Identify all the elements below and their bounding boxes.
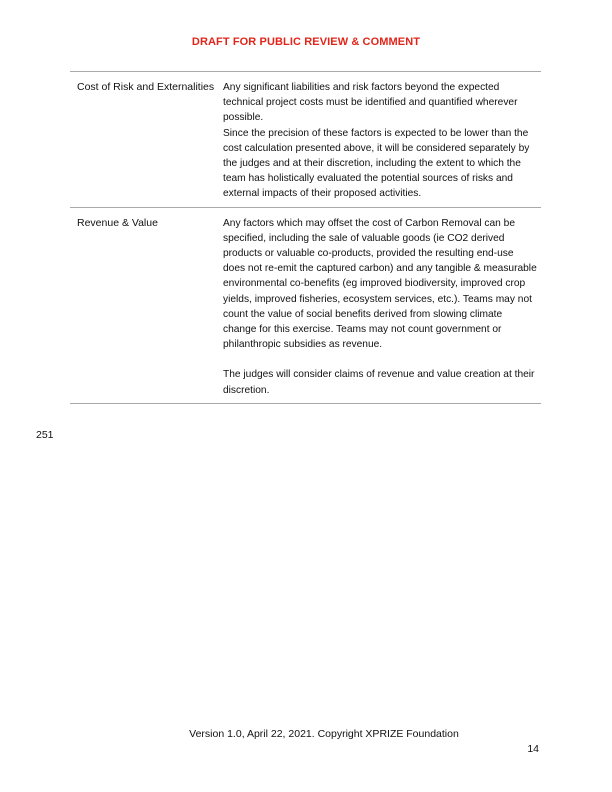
description-paragraph: The judges will consider claims of revenue and value creation at their discretion. [223,369,535,396]
criteria-table [70,71,541,404]
row-description [223,80,541,202]
footer-copyright: Version 1.0, April 22, 2021. Copyright XPRIZE Foundation [189,728,459,740]
row-label: Cost of Risk and Externalities [77,81,215,93]
description-paragraph: Any factors which may offset the cost of Carbon Removal can be specified, including the sale of valuable goods (ie CO2 derived products or valuable co-products, provided the resulting end-use does not re-emit the captured carbon) and any tangible & measurable environmental co-benefits (eg improved biodiversity, improved crop yields, improved fisheries, ecosystem services, etc.). Teams may not count the value of social benefits derived from slowing climate change for this exercise. Teams may not count government or philanthropic subsidies as revenue. [223,217,537,351]
description-paragraph: Since the precision of these factors is expected to be lower than the cost calculation presented above, it will be considered separately by the judges and at their discretion, including the extent to which the team has holistically evaluated the potential sources of risks and external impacts of their proposed activities. [223,127,530,200]
draft-header: DRAFT FOR PUBLIC REVIEW & COMMENT [191,36,421,48]
row-description [223,216,541,398]
description-paragraph: Any significant liabilities and risk factors beyond the expected technical project costs must be identified and quantified wherever possible. [223,82,518,124]
line-number: 251 [36,429,54,441]
table-row [70,207,541,404]
row-label: Revenue & Value [77,216,158,229]
table-row [70,71,541,207]
page-number: 14 [527,743,539,755]
